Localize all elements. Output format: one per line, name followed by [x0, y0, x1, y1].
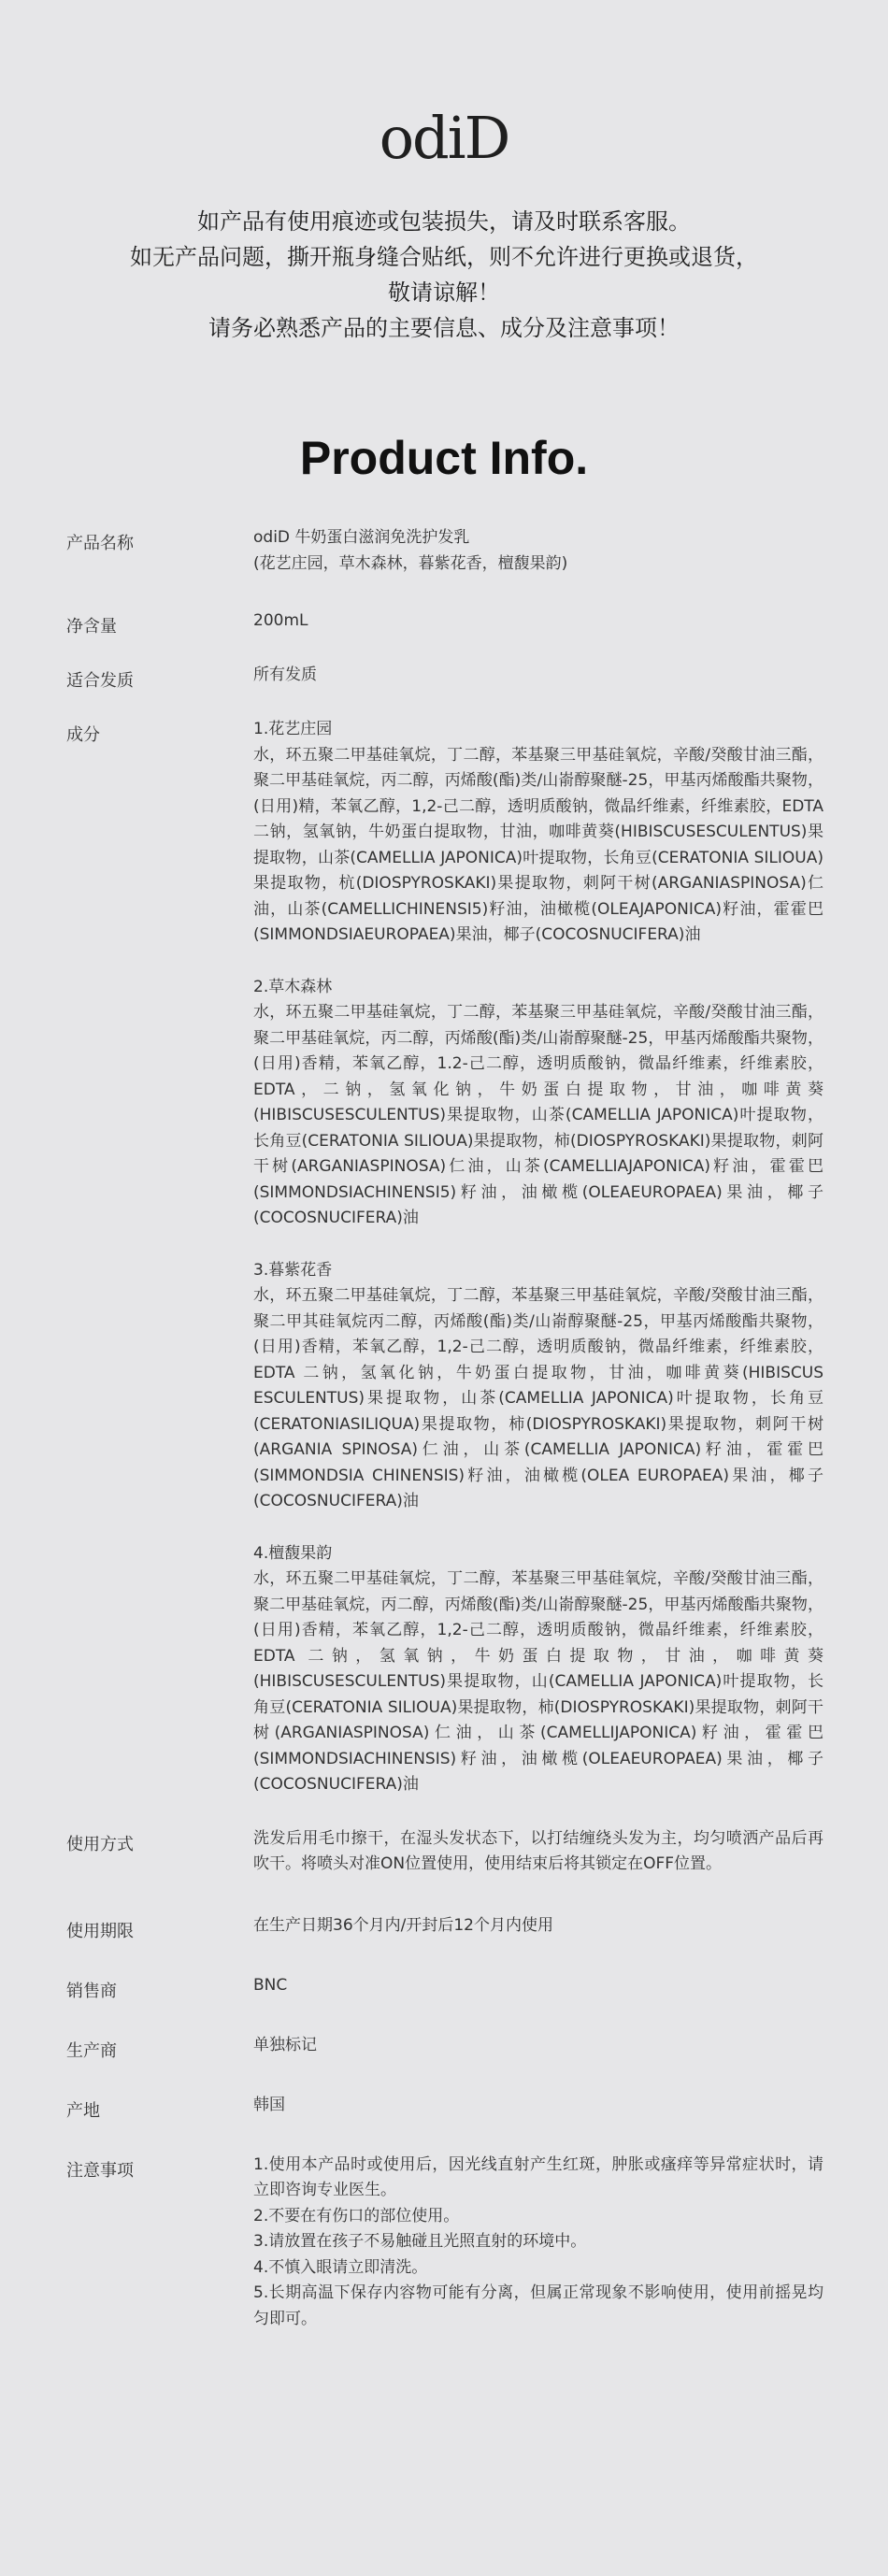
- brand-logo: odiD: [379, 104, 509, 172]
- ingredient-group: [253, 717, 824, 949]
- caution-item: 5.长期高温下保存内容物可能有分离，但属正常现象不影响使用，使用前摇晃均匀即可。: [253, 2283, 824, 2328]
- row-origin: [66, 2093, 824, 2125]
- cautions-value: [253, 2153, 824, 2333]
- ingredient-group-title: 2.草木森林: [253, 977, 333, 996]
- row-ingredients: [66, 717, 824, 1798]
- volume-value: 200mL: [253, 611, 308, 630]
- ingredient-group-title: 3.暮紫花香: [253, 1260, 333, 1280]
- product-info-table: [66, 525, 824, 2360]
- cautions-label: 注意事项: [66, 2160, 134, 2181]
- seller-value: BNC: [253, 1975, 288, 1995]
- notice-line: 如产品有使用痕迹或包装损失，请及时联系客服。: [197, 208, 691, 235]
- product-name-value: [253, 525, 824, 577]
- row-product-name: [66, 525, 824, 577]
- caution-item: 3.请放置在孩子不易触碰且光照直射的环境中。: [253, 2232, 587, 2251]
- volume-label: 净含量: [66, 617, 117, 637]
- ingredient-group-title: 4.檀馥果韵: [253, 1543, 333, 1563]
- caution-item: 2.不要在有伤口的部位使用。: [253, 2206, 460, 2225]
- row-cautions: [66, 2153, 824, 2333]
- product-name-line1: odiD 牛奶蛋白滋润免洗护发乳: [253, 528, 470, 547]
- row-manufacturer: [66, 2033, 824, 2065]
- notice-block: [0, 204, 888, 346]
- row-usage: [66, 1826, 824, 1878]
- hair-type-value: 所有发质: [253, 665, 317, 684]
- caution-item: 4.不慎入眼请立即清洗。: [253, 2257, 428, 2277]
- seller-label: 销售商: [66, 1981, 117, 2001]
- product-name-line2: (花艺庄园，草木森林，暮紫花香，檀馥果韵): [253, 553, 568, 573]
- expiry-value: 在生产日期36个月内/开封后12个月内使用: [253, 1915, 553, 1935]
- manufacturer-label: 生产商: [66, 2040, 117, 2061]
- ingredient-group: [253, 1258, 824, 1515]
- ingredients-label: 成分: [66, 725, 100, 745]
- notice-line: 请务必熟悉产品的主要信息、成分及注意事项！: [208, 315, 680, 341]
- expiry-label: 使用期限: [66, 1921, 134, 1941]
- ingredient-group-body: 水，环五聚二甲基硅氧烷，丁二醇，苯基聚三甲基硅氧烷，辛酸/癸酸甘油三酯，聚二甲基硅氧烷，丙二醇，丙烯酸(酯)类/山嵛醇聚醚-25，甲基丙烯酸酯共聚物，(日用)香精，苯氧乙醇，1.2-己二醇，透明质酸钠，微晶纤维素，纤维素胶，EDTA，二钠，氢氧化钠，牛奶蛋白提取物，甘油，咖啡黄葵(HIBISCUSESCULENTUS)果提取物，山茶(CAMELLIA JAPONICA)叶提取物，长角豆(CERATONIA SILIOUA)果提取物，柿(DIOSPYROSKAKI)果提取物，刺阿干树(ARGANIASPINOSA)仁油，山茶(CAMELLIAJAPONICA)籽油，霍霍巴(SIMMONDSIACHINENSI5)籽油，油橄榄(OLEAEUROPAEA)果油，椰子(COCOSNUCIFERA)油: [253, 1003, 824, 1227]
- ingredients-value: [253, 717, 824, 1798]
- origin-value: 韩国: [253, 2095, 285, 2114]
- usage-value: 洗发后用毛巾擦干，在湿头发状态下，以打结缠绕头发为主，均匀喷洒产品后再吹干。将喷头对准ON位置使用，使用结束后将其锁定在OFF位置。: [253, 1828, 824, 1873]
- ingredient-group-title: 1.花艺庄园: [253, 720, 333, 738]
- hair-type-label: 适合发质: [66, 671, 134, 691]
- row-hair-type: [66, 663, 824, 694]
- notice-line: 如无产品问题，撕开瓶身缝合贴纸，则不允许进行更换或退货，: [130, 244, 758, 270]
- notice-line: 敬请谅解！: [388, 279, 500, 306]
- manufacturer-value: 单独标记: [253, 2035, 317, 2054]
- product-info-title: Product Info.: [299, 432, 589, 484]
- caution-item: 1.使用本产品时或使用后，因光线直射产生红斑，肿胀或瘙痒等异常症状时，请立即咨询专业医生。: [253, 2154, 824, 2199]
- row-expiry: [66, 1913, 824, 1945]
- usage-label: 使用方式: [66, 1834, 134, 1854]
- row-seller: [66, 1973, 824, 2005]
- ingredient-group: [253, 1541, 824, 1798]
- ingredient-group-body: 水，环五聚二甲基硅氧烷，丁二醇，苯基聚三甲基硅氧烷，辛酸/癸酸甘油三酯，聚二甲基硅氧烷，丙二醇，丙烯酸(酯)类/山嵛醇聚醚-25，甲基丙烯酸酯共聚物，(日用)精，苯氧乙醇，1,2-己二醇，透明质酸钠，微晶纤维素，纤维素胶，EDTA 二钠，氢氧钠，牛奶蛋白提取物，甘油，咖啡黄葵(HIBISCUSESCULENTUS)果提取物，山茶(CAMELLIA JAPONICA)叶提取物，长角豆(CERATONIA SILIOUA)果提取物，杭(DIOSPYROSKAKI)果提取物，刺阿干树(ARGANIASPINOSA)仁油，山茶(CAMELLICHINENSI5)籽油，油橄榄(OLEAJAPONICA)籽油，霍霍巴(SIMMONDSIAEUROPAEA)果油，椰子(COCOSNUCIFERA)油: [253, 745, 824, 944]
- origin-label: 产地: [66, 2100, 100, 2121]
- ingredient-group: [253, 975, 824, 1232]
- ingredient-group-body: 水，环五聚二甲基硅氧烷，丁二醇，苯基聚三甲基硅氧烷，辛酸/癸酸甘油三酯，聚二甲其硅氧烷丙二醇，丙烯酸(酯)类/山嵛醇聚醚-25，甲基丙烯酸酯共聚物，(日用)香精，苯氧乙醇，1,2-己二醇，透明质酸钠，微晶纤维素，纤维素胶，EDTA 二钠，氢氧化钠，牛奶蛋白提取物，甘油，咖啡黄葵(HIBISCUS ESCULENTUS)果提取物，山茶(CAMELLIA JAPONICA)叶提取物，长角豆(CERATONIASILIQUA)果提取物，柿(DIOSPYROSKAKI)果提取物，刺阿干树(ARGANIA SPINOSA)仁油，山茶(CAMELLIA JAPONICA)籽油，霍霍巴(SIMMONDSIA CHINENSIS)籽油，油橄榄(OLEA EUROPAEA)果油，椰子(COCOSNUCIFERA)油: [253, 1286, 824, 1510]
- product-name-label: 产品名称: [66, 534, 134, 553]
- row-volume: [66, 608, 824, 640]
- ingredient-group-body: 水，环五聚二甲基硅氧烷，丁二醇，苯基聚三甲基硅氧烷，辛酸/癸酸甘油三酯，聚二甲基硅氧烷，丙二醇，丙烯酸(酯)类/山嵛醇聚醚-25，甲基丙烯酸酯共聚物，(日用)香精，苯氧乙醇，1,2-己二醇，透明质酸钠，微晶纤维素，纤维素胶，EDTA 二钠，氢氧钠，牛奶蛋白提取物，甘油，咖啡黄葵(HIBISCUSESCULENTUS)果提取物，山(CAMELLIA JAPONICA)叶提取物，长角豆(CERATONIA SILIOUA)果提取物，柿(DIOSPYROSKAKI)果提取物，刺阿干树(ARGANIASPINOSA)仁油，山茶(CAMELLIJAPONICA)籽油，霍霍巴(SIMMONDSIACHINENSIS)籽油，油橄榄(OLEAEUROPAEA)果油，椰子(COCOSNUCIFERA)油: [253, 1569, 824, 1794]
